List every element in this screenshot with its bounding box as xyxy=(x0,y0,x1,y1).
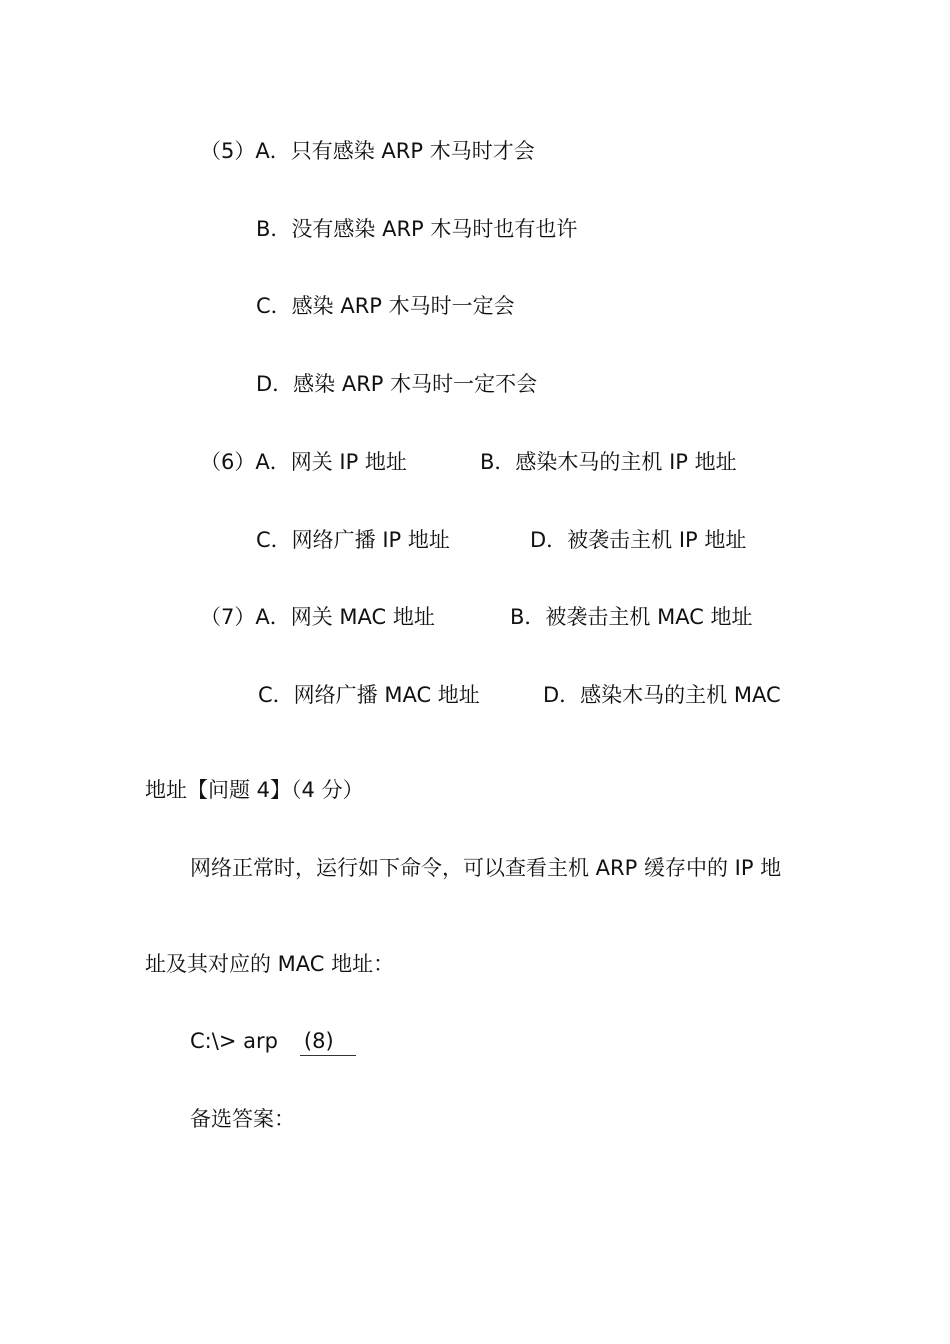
question4-paragraph-line1: 网络正常时，运行如下命令，可以查看主机 ARP 缓存中的 IP 地 xyxy=(190,856,782,880)
command-line xyxy=(190,1027,356,1056)
q5-option-c: C．感染 ARP 木马时一定会 xyxy=(256,294,515,318)
q6-option-a: （6）A．网关 IP 地址 xyxy=(200,450,407,474)
q7-option-a: （7）A．网关 MAC 地址 xyxy=(200,605,435,629)
q7-option-b: B．被袭击主机 MAC 地址 xyxy=(510,605,753,629)
answer-blank-8: (8) xyxy=(300,1027,356,1056)
q5-option-b: B．没有感染 ARP 木马时也有也许 xyxy=(256,217,578,241)
command-prefix: C:\> arp xyxy=(190,1029,278,1053)
candidates-label: 备选答案： xyxy=(190,1107,295,1131)
q5-option-d: D．感染 ARP 木马时一定不会 xyxy=(256,372,538,396)
q5-option-a: （5）A．只有感染 ARP 木马时才会 xyxy=(200,139,535,163)
q6-option-b: B．感染木马的主机 IP 地址 xyxy=(480,450,737,474)
q6-option-c: C．网络广播 IP 地址 xyxy=(256,528,450,552)
question4-heading: 地址【问题 4】（4 分） xyxy=(145,778,364,802)
q7-option-d: D．感染木马的主机 MAC xyxy=(543,683,781,707)
q7-option-c: C．网络广播 MAC 地址 xyxy=(258,683,480,707)
question4-paragraph-line2: 址及其对应的 MAC 地址： xyxy=(145,952,395,976)
q6-option-d: D．被袭击主机 IP 地址 xyxy=(530,528,747,552)
